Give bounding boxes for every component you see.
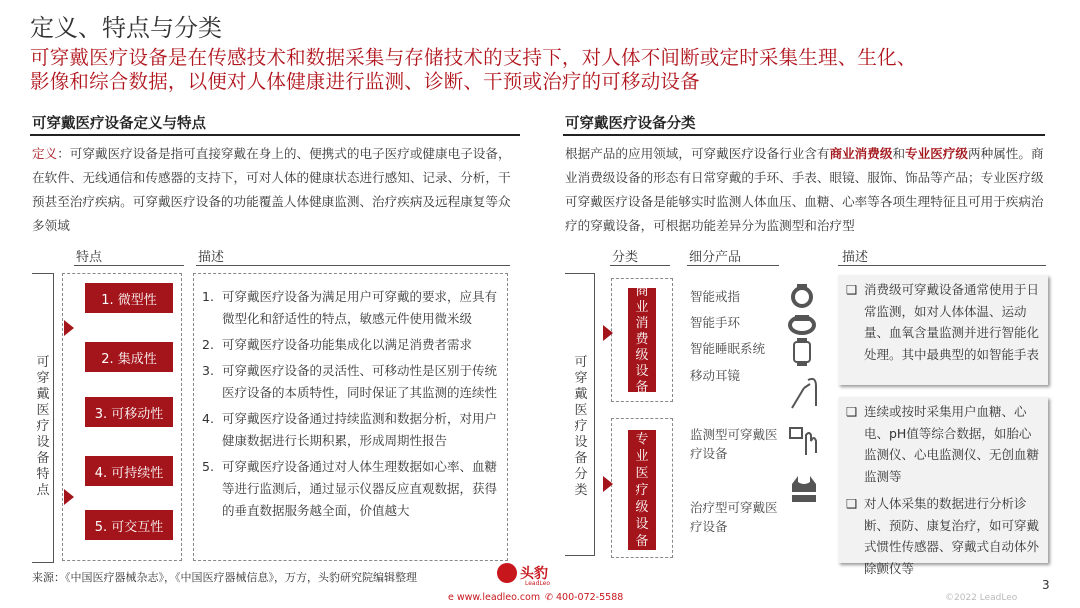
monitor-hand-icon: [790, 428, 816, 455]
copyright: ©2022 LeadLeo: [945, 593, 1018, 603]
checkbox-bullet-icon: ❑: [846, 404, 858, 419]
side-label: 可穿戴医疗设备分类: [574, 355, 588, 498]
arrow-icon: [603, 476, 613, 492]
col-header-desc: 描述: [842, 250, 869, 265]
definition-body: ：可穿戴医疗设备是指可直接穿戴在身上的、便携式的电子医疗或健康电子设备，在软件、无线通信和传感器的支持下，可对人体的健康状态进行感知、记录、分析，干预甚至治疗疾病。可穿戴医疗设备的功能覆盖人体健康监测、治疗疾病及远程康复等众多领域: [32, 146, 511, 233]
definition-label: 定义: [32, 146, 58, 161]
product-icons: [788, 280, 832, 530]
checkbox-bullet-icon: ❑: [846, 282, 858, 297]
page-number: 3: [1042, 578, 1050, 592]
desc-item: 1. 可穿戴医疗设备为满足用户可穿戴的要求，应具有微型化和舒适性的特点，敏感元件使用微米级: [202, 289, 498, 326]
side-label: 可穿戴医疗设备特点: [36, 355, 50, 498]
feature-tag: 2. 集成性: [85, 342, 173, 372]
right-section-heading: 可穿戴医疗设备分类: [565, 116, 696, 132]
col-header-desc: 描述: [198, 250, 225, 265]
website-link[interactable]: e www.leadleo.com: [448, 592, 541, 603]
divider: [563, 134, 1045, 136]
otoscope-icon: [792, 379, 816, 408]
description-medical: ❑ 连续或按时采集用户血糖、心电、pH值等综合数据，如胎心监测仪、心电监测仪、无创血糖监测等 ❑ 对人体采集的数据进行分析诊断、预防、康复治疗，如可穿戴式惯性传感器、穿戴式自动体外除颤仪等: [838, 397, 1048, 563]
left-section-heading: 可穿戴医疗设备定义与特点: [32, 116, 206, 132]
page-title: 定义、特点与分类: [30, 14, 222, 42]
ring-icon: [793, 284, 811, 306]
description-consumer: ❑ 消费级可穿戴设备通常使用于日常监测，如对人体体温、运动量、血氧含量监测并进行智能化处理。其中最典型的如智能手表: [838, 275, 1048, 385]
divider: [687, 265, 779, 266]
arrow-icon: [603, 325, 613, 341]
product-item: 智能手环: [690, 315, 741, 330]
divider: [838, 265, 1046, 266]
category-consumer: 商业消费级设备: [628, 288, 656, 392]
source-note: 来源：《中国医疗器械杂志》，《中国医疗器械信息》，万方，头豹研究院编辑整理: [32, 571, 417, 584]
product-item: 智能戒指: [690, 289, 741, 304]
divider: [30, 134, 520, 136]
description-box: [193, 273, 508, 561]
arrow-icon: [64, 489, 74, 505]
feature-tag: 4. 可持续性: [85, 456, 173, 486]
desc-item: 4. 可穿戴医疗设备通过持续监测和数据分析，对用户健康数据进行长期积累，形成周期性报告: [202, 411, 498, 448]
vest-icon: [790, 476, 818, 502]
col-header-feature: 特点: [76, 250, 103, 265]
classification-intro: 根据产品的应用领域，可穿戴医疗设备行业含有商业消费级和专业医疗级两种属性。商业消费级设备的形态有日常穿戴的手环、手表、眼镜、服饰、饰品等产品；专业医疗级可穿戴医疗设备是能够实时监测人体血压、血糖、心率等各项生理特征且可用于疾病治疗的穿戴设备，可根据功能差异分为监测型和治疗型: [565, 146, 1044, 233]
feature-tag: 1. 微型性: [85, 283, 173, 313]
band-icon: [790, 315, 814, 333]
phone: ✆ 400-072-5588: [545, 592, 624, 603]
subtitle-line-1: 可穿戴医疗设备是在传感技术和数据采集与存储技术的支持下，对人体不间断或定时采集生理、生化、: [30, 46, 917, 69]
feature-tag: 5. 可交互性: [85, 510, 173, 540]
checkbox-bullet-icon: ❑: [846, 496, 858, 511]
feature-tag: 3. 可移动性: [85, 397, 173, 427]
logo-text: LeadLeo: [525, 580, 551, 587]
divider: [74, 265, 184, 266]
logo: 头豹: [497, 563, 548, 583]
phone-icon: ✆: [545, 592, 556, 603]
watch-icon: [794, 338, 810, 366]
divider: [610, 265, 670, 266]
product-item: 移动耳镜: [690, 368, 741, 383]
definition-text: [32, 142, 518, 238]
category-medical: 专业医疗级设备: [628, 430, 656, 550]
leopard-logo-icon: [497, 563, 517, 583]
desc-item: 3. 可穿戴医疗设备的灵活性、可移动性是区别于传统医疗设备的本质特性，同时保证了其监测的连续性: [202, 363, 498, 400]
product-item: 监测型可穿戴医疗设备: [690, 427, 778, 461]
product-item: 治疗型可穿戴医疗设备: [690, 500, 778, 534]
subtitle-line-2: 影像和综合数据，以便对人体健康进行监测、诊断、干预或治疗的可移动设备: [30, 70, 700, 93]
col-header-product: 细分产品: [689, 250, 742, 265]
divider: [196, 265, 510, 266]
desc-item: 2. 可穿戴医疗设备功能集成化以满足消费者需求: [202, 337, 473, 352]
col-header-category: 分类: [612, 250, 639, 265]
desc-item: 5. 可穿戴医疗设备通过对人体生理数据如心率、血糖等进行监测后，通过显示仪器反应直观数据，获得的垂直数据服务越全面，价值越大: [202, 459, 498, 518]
arrow-icon: [64, 320, 74, 336]
product-item: 智能睡眠系统: [690, 341, 766, 356]
